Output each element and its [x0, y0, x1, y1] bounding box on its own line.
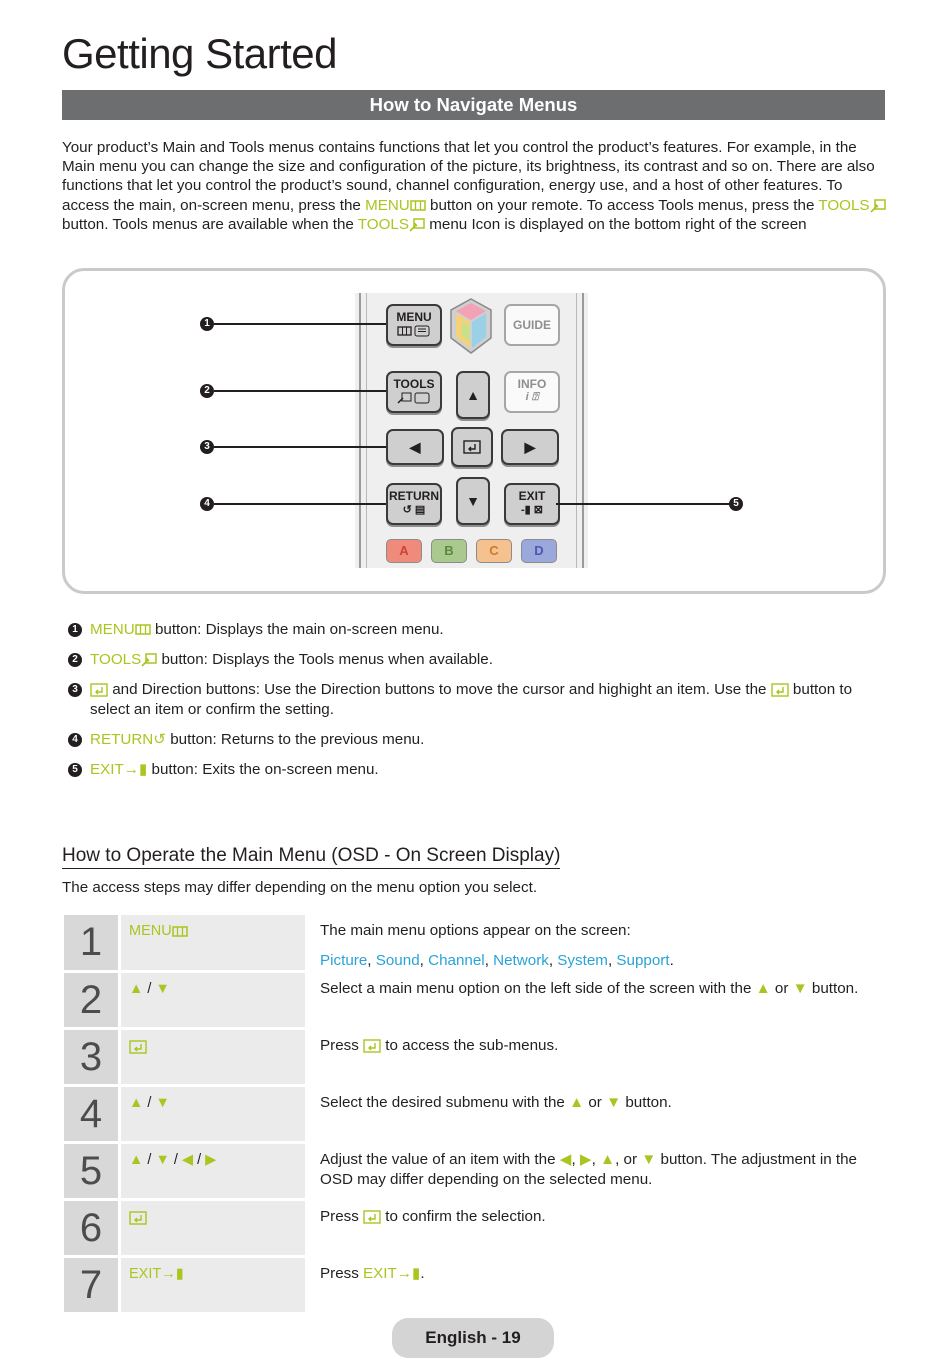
return-icon: ↺ ▤ [402, 504, 426, 516]
up-arrow-icon: ▲ [129, 1152, 144, 1169]
legend-item-4: 4 RETURN↺ button: Returns to the previous menu. [68, 730, 90, 750]
table-row: 4 ▲ / ▼ Select the desired submenu with the ▲ or ▼ button. [64, 1087, 884, 1141]
legend-item-5: 5 EXIT→▮ button: Exits the on-screen menu. [68, 760, 90, 780]
exit-icon: -▮ ⊠ [521, 504, 543, 516]
menu-grid-icon [410, 200, 426, 211]
color-button-d[interactable]: D [521, 539, 557, 563]
callout-4: 4 [200, 497, 214, 511]
down-arrow-icon: ▼ [155, 1095, 170, 1112]
callout-line-3 [214, 446, 386, 448]
down-arrow-icon: ▼ [155, 1152, 170, 1169]
table-row: 6 Press to confirm the selection. [64, 1201, 884, 1255]
enter-button[interactable] [451, 427, 493, 467]
right-arrow-icon: ▶ [205, 1152, 217, 1169]
enter-icon [90, 683, 108, 697]
right-button[interactable]: ▶ [501, 429, 559, 465]
callout-line-2 [214, 390, 386, 392]
menu-key: MENU [365, 196, 410, 214]
up-arrow-icon: ▲ [755, 980, 771, 998]
menu-options: Picture, Sound, Channel, Network, System, Support. [320, 952, 674, 970]
exit-icon: →▮ [396, 1265, 421, 1283]
up-button[interactable]: ▲ [456, 371, 490, 419]
callout-line-5 [556, 503, 730, 505]
return-button[interactable]: RETURN ↺ ▤ [386, 483, 442, 525]
up-arrow-icon: ▲ [129, 981, 144, 998]
left-arrow-icon: ◀ [559, 1151, 572, 1169]
enter-icon [129, 1040, 147, 1054]
exit-button[interactable]: EXIT -▮ ⊠ [504, 483, 560, 525]
osd-steps-table [64, 912, 884, 1315]
menu-button[interactable]: MENU [386, 304, 442, 346]
table-row: 2 ▲ / ▼ Select a main menu option on the left side of the screen with the ▲ or ▼ button. [64, 973, 884, 1027]
smart-hub-icon[interactable] [450, 298, 492, 354]
enter-icon [363, 1210, 381, 1224]
exit-icon: →▮ [123, 761, 148, 778]
table-row: 7 EXIT→▮ Press EXIT→▮. [64, 1258, 884, 1312]
intro-paragraph: Your product’s Main and Tools menus contains functions that let you control the product’s features. For example, in the Main menu you can change the size and configuration of the picture, its brightness, its contrast and so on. There are also functions that let you control the product’s sound, channel configuration, energy use, and a host of other features. To access the main, on-screen menu, press the MENU button on your remote. To access Tools menus, press the TOOLS button. Tools menus are available when the TOOLS menu Icon is displayed on the bottom right of the screen [62, 138, 892, 234]
down-button[interactable]: ▼ [456, 477, 490, 525]
tools-key: TOOLS [818, 196, 870, 214]
color-button-a[interactable]: A [386, 539, 422, 563]
tools-icon [409, 218, 425, 232]
page-title: Getting Started [62, 30, 337, 77]
legend-item-1: 1 MENU button: Displays the main on-screen menu. [68, 620, 90, 640]
remote-control [355, 293, 588, 568]
section-banner: How to Navigate Menus [62, 90, 885, 120]
up-arrow-icon: ▲ [569, 1094, 585, 1112]
up-arrow-icon: ▲ [600, 1151, 616, 1169]
info-button[interactable]: INFO i ⍰ [504, 371, 560, 413]
enter-icon [363, 1039, 381, 1053]
tools-icon [870, 199, 886, 213]
callout-2: 2 [200, 384, 214, 398]
legend-item-3: 3 and Direction buttons: Use the Direction buttons to move the cursor and highight an item. Use the button to select an item or confirm the setting. [68, 680, 90, 700]
callout-5: 5 [729, 497, 743, 511]
return-icon: ↺ [153, 731, 167, 748]
left-button[interactable]: ◀ [386, 429, 444, 465]
callout-1: 1 [200, 317, 214, 331]
tools-icon [397, 392, 431, 404]
tools-button[interactable]: TOOLS [386, 371, 442, 413]
guide-button[interactable]: GUIDE [504, 304, 560, 346]
callout-line-4 [214, 503, 386, 505]
osd-subtitle: The access steps may differ depending on the menu option you select. [62, 879, 538, 896]
table-row: 3 Press to access the sub-menus. [64, 1030, 884, 1084]
callout-3: 3 [200, 440, 214, 454]
down-arrow-icon: ▼ [606, 1094, 622, 1112]
down-arrow-icon: ▼ [792, 980, 808, 998]
legend-item-2: 2 TOOLS button: Displays the Tools menus when available. [68, 650, 90, 670]
menu-grid-icon [172, 926, 188, 937]
menu-grid-icon [397, 325, 431, 337]
menu-grid-icon [135, 624, 151, 635]
page-number-badge: English - 19 [392, 1318, 554, 1358]
color-button-b[interactable]: B [431, 539, 467, 563]
tools-key-2: TOOLS [357, 215, 410, 233]
table-row: 1 MENU The main menu options appear on the screen: Picture, Sound, Channel, Network, System, Support. [64, 915, 884, 970]
callout-line-1 [214, 323, 386, 325]
down-arrow-icon: ▼ [155, 981, 170, 998]
down-arrow-icon: ▼ [641, 1151, 657, 1169]
enter-icon [129, 1211, 147, 1225]
info-icon: i ⍰ [525, 391, 539, 403]
up-arrow-icon: ▲ [129, 1095, 144, 1112]
exit-icon: →▮ [161, 1266, 184, 1283]
right-arrow-icon: ▶ [579, 1151, 592, 1169]
osd-section-title: How to Operate the Main Menu (OSD - On Screen Display) [62, 845, 560, 869]
left-arrow-icon: ◀ [181, 1152, 194, 1169]
enter-icon [463, 440, 481, 454]
enter-icon [771, 683, 789, 697]
tools-icon [141, 653, 157, 667]
color-button-c[interactable]: C [476, 539, 512, 563]
table-row: 5 ▲ / ▼ / ◀ / ▶ Adjust the value of an item with the ◀, ▶, ▲, or ▼ button. The adjustment in the OSD may differ depending on the selected menu. [64, 1144, 884, 1198]
